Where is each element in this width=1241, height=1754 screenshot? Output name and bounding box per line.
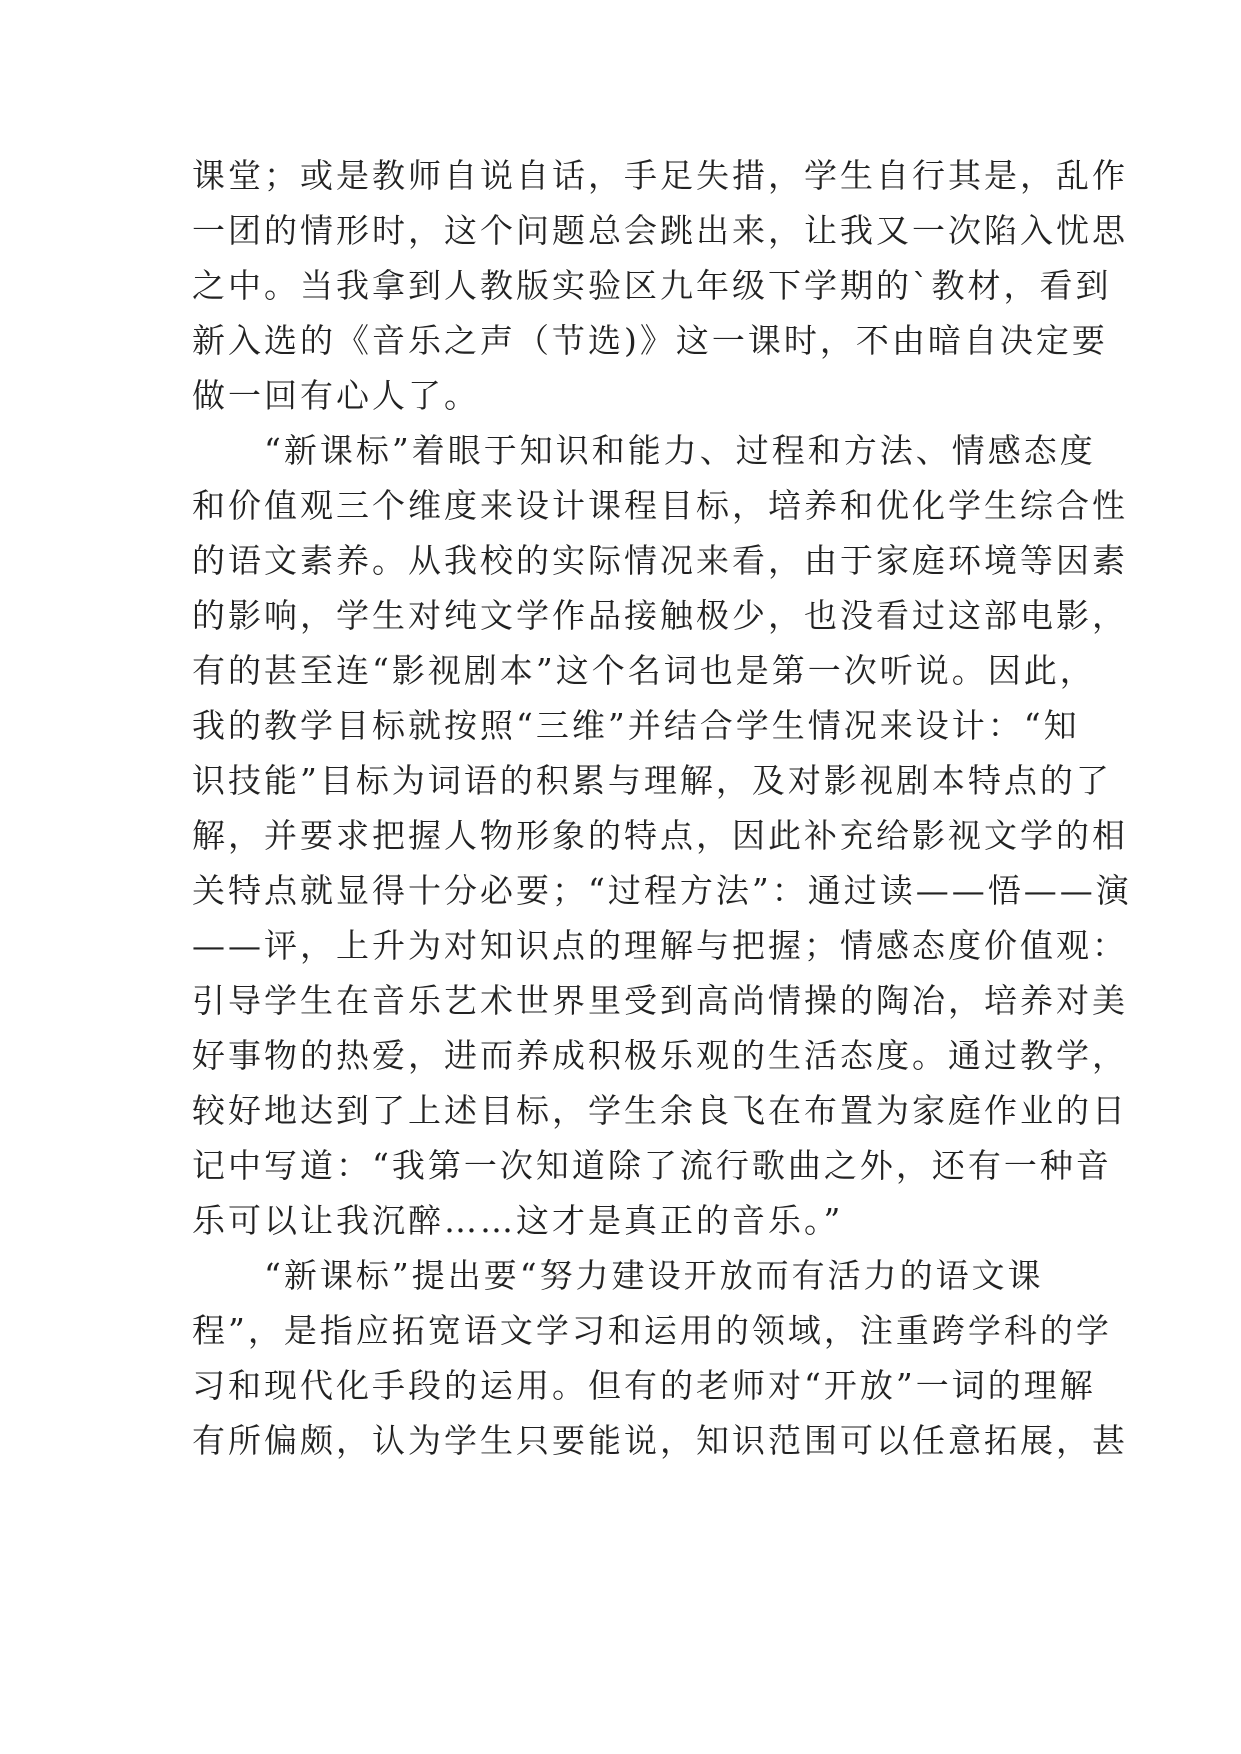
text-line: 引导学生在音乐艺术世界里受到高尚情操的陶冶，培养对美 — [192, 981, 1128, 1020]
text-line: 有的甚至连“影视剧本”这个名词也是第一次听说。因此， — [192, 651, 1096, 690]
text-line: 较好地达到了上述目标，学生余良飞在布置为家庭作业的日 — [192, 1091, 1128, 1130]
text-line: 的影响，学生对纯文学作品接触极少，也没看过这部电影， — [192, 596, 1128, 635]
text-line: ——评，上升为对知识点的理解与把握；情感态度价值观： — [192, 926, 1128, 965]
text-line: 关特点就显得十分必要；“过程方法”：通过读——悟——演 — [192, 871, 1132, 910]
text-line: 解，并要求把握人物形象的特点，因此补充给影视文学的相 — [192, 816, 1128, 855]
text-line: 的语文素养。从我校的实际情况来看，由于家庭环境等因素 — [192, 541, 1128, 580]
text-line: 程”，是指应拓宽语文学习和运用的领域，注重跨学科的学 — [192, 1311, 1112, 1350]
text-line: 习和现代化手段的运用。但有的老师对“开放”一词的理解 — [192, 1366, 1096, 1405]
text-line: 课堂；或是教师自说自话，手足失措，学生自行其是，乱作 — [192, 156, 1128, 195]
text-line: 新入选的《音乐之声（节选)》这一课时，不由暗自决定要 — [192, 321, 1108, 360]
text-line: 识技能”目标为词语的积累与理解，及对影视剧本特点的了 — [192, 761, 1112, 800]
text-line: 我的教学目标就按照“三维”并结合学生情况来设计：“知 — [192, 706, 1080, 745]
text-line: 乐可以让我沉醉……这才是真正的音乐。” — [192, 1201, 844, 1240]
text-line: 有所偏颇，认为学生只要能说，知识范围可以任意拓展，甚 — [192, 1421, 1128, 1460]
text-line: 好事物的热爱，进而养成积极乐观的生活态度。通过教学， — [192, 1036, 1128, 1075]
text-line: 和价值观三个维度来设计课程目标，培养和优化学生综合性 — [192, 486, 1128, 525]
text-line: “新课标”着眼于知识和能力、过程和方法、情感态度 — [192, 431, 1096, 470]
text-line: 做一回有心人了。 — [192, 376, 480, 415]
text-line: 之中。当我拿到人教版实验区九年级下学期的`教材，看到 — [192, 266, 1112, 305]
text-line: 记中写道：“我第一次知道除了流行歌曲之外，还有一种音 — [192, 1146, 1112, 1185]
text-line: 一团的情形时，这个问题总会跳出来，让我又一次陷入忧思 — [192, 211, 1128, 250]
text-line: “新课标”提出要“努力建设开放而有活力的语文课 — [192, 1256, 1044, 1295]
